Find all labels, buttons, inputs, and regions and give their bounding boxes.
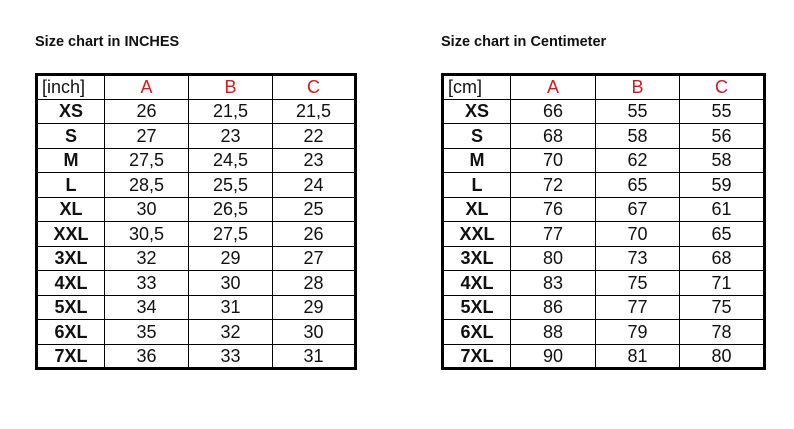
measurement-cell: 29 [189, 246, 273, 271]
measurement-cell: 24,5 [189, 148, 273, 173]
size-label-cell: 5XL [37, 295, 105, 320]
measurement-cell: 73 [596, 246, 680, 271]
measurement-cell: 23 [189, 124, 273, 149]
measurement-cell: 58 [680, 148, 765, 173]
measurement-cell: 55 [596, 99, 680, 124]
inches-column-c-header: C [273, 75, 356, 100]
size-row [37, 320, 356, 345]
centimeter-header-row [443, 75, 765, 100]
measurement-cell: 72 [511, 173, 596, 198]
centimeter-column-b-header: B [596, 75, 680, 100]
size-row [443, 173, 765, 198]
measurement-cell: 55 [680, 99, 765, 124]
measurement-cell: 24 [273, 173, 356, 198]
size-row [443, 246, 765, 271]
inches-unit-header: [inch] [37, 75, 105, 100]
size-row [37, 246, 356, 271]
measurement-cell: 27,5 [105, 148, 189, 173]
inches-column-a-header: A [105, 75, 189, 100]
measurement-cell: 26,5 [189, 197, 273, 222]
size-row [443, 271, 765, 296]
measurement-cell: 80 [511, 246, 596, 271]
measurement-cell: 78 [680, 320, 765, 345]
size-label-cell: S [37, 124, 105, 149]
centimeter-size-chart [441, 33, 766, 370]
size-label-cell: L [37, 173, 105, 198]
measurement-cell: 22 [273, 124, 356, 149]
measurement-cell: 90 [511, 344, 596, 369]
measurement-cell: 77 [511, 222, 596, 247]
measurement-cell: 66 [511, 99, 596, 124]
measurement-cell: 59 [680, 173, 765, 198]
size-label-cell: 4XL [37, 271, 105, 296]
centimeter-size-table [441, 73, 766, 370]
size-row [443, 320, 765, 345]
centimeter-unit-header: [cm] [443, 75, 511, 100]
centimeter-table-body [443, 99, 765, 369]
measurement-cell: 56 [680, 124, 765, 149]
size-label-cell: L [443, 173, 511, 198]
measurement-cell: 30 [273, 320, 356, 345]
size-label-cell: M [37, 148, 105, 173]
measurement-cell: 21,5 [273, 99, 356, 124]
size-row [37, 344, 356, 369]
inches-header-row [37, 75, 356, 100]
centimeter-chart-title: Size chart in Centimeter [441, 34, 607, 50]
measurement-cell: 77 [596, 295, 680, 320]
size-row [37, 148, 356, 173]
measurement-cell: 21,5 [189, 99, 273, 124]
size-row [443, 222, 765, 247]
size-label-cell: XS [443, 99, 511, 124]
measurement-cell: 68 [680, 246, 765, 271]
size-row [443, 99, 765, 124]
size-label-cell: 3XL [443, 246, 511, 271]
measurement-cell: 26 [273, 222, 356, 247]
measurement-cell: 65 [680, 222, 765, 247]
size-label-cell: XS [37, 99, 105, 124]
measurement-cell: 25 [273, 197, 356, 222]
measurement-cell: 86 [511, 295, 596, 320]
centimeter-column-c-header: C [680, 75, 765, 100]
size-row [37, 271, 356, 296]
size-label-cell: S [443, 124, 511, 149]
measurement-cell: 27 [105, 124, 189, 149]
measurement-cell: 83 [511, 271, 596, 296]
measurement-cell: 58 [596, 124, 680, 149]
size-row [443, 197, 765, 222]
size-row [37, 197, 356, 222]
measurement-cell: 79 [596, 320, 680, 345]
size-label-cell: 6XL [37, 320, 105, 345]
measurement-cell: 33 [105, 271, 189, 296]
measurement-cell: 80 [680, 344, 765, 369]
measurement-cell: 30 [189, 271, 273, 296]
size-label-cell: 7XL [37, 344, 105, 369]
size-label-cell: XXL [37, 222, 105, 247]
measurement-cell: 76 [511, 197, 596, 222]
measurement-cell: 35 [105, 320, 189, 345]
measurement-cell: 32 [105, 246, 189, 271]
measurement-cell: 33 [189, 344, 273, 369]
size-row [443, 295, 765, 320]
size-label-cell: XXL [443, 222, 511, 247]
size-row [37, 222, 356, 247]
size-row [443, 148, 765, 173]
measurement-cell: 25,5 [189, 173, 273, 198]
inches-size-table [35, 73, 357, 370]
inches-table-body [37, 99, 356, 369]
size-label-cell: XL [37, 197, 105, 222]
measurement-cell: 70 [511, 148, 596, 173]
size-label-cell: M [443, 148, 511, 173]
measurement-cell: 67 [596, 197, 680, 222]
measurement-cell: 71 [680, 271, 765, 296]
measurement-cell: 75 [680, 295, 765, 320]
size-label-cell: 4XL [443, 271, 511, 296]
size-row [37, 173, 356, 198]
measurement-cell: 31 [189, 295, 273, 320]
measurement-cell: 27,5 [189, 222, 273, 247]
inches-column-b-header: B [189, 75, 273, 100]
measurement-cell: 31 [273, 344, 356, 369]
measurement-cell: 28,5 [105, 173, 189, 198]
measurement-cell: 26 [105, 99, 189, 124]
measurement-cell: 29 [273, 295, 356, 320]
inches-size-chart [35, 33, 357, 370]
measurement-cell: 75 [596, 271, 680, 296]
size-label-cell: 7XL [443, 344, 511, 369]
measurement-cell: 27 [273, 246, 356, 271]
centimeter-column-a-header: A [511, 75, 596, 100]
size-row [37, 99, 356, 124]
size-row [37, 124, 356, 149]
measurement-cell: 36 [105, 344, 189, 369]
measurement-cell: 30,5 [105, 222, 189, 247]
measurement-cell: 61 [680, 197, 765, 222]
size-label-cell: 3XL [37, 246, 105, 271]
size-label-cell: 5XL [443, 295, 511, 320]
measurement-cell: 88 [511, 320, 596, 345]
measurement-cell: 23 [273, 148, 356, 173]
size-label-cell: XL [443, 197, 511, 222]
size-row [443, 344, 765, 369]
measurement-cell: 30 [105, 197, 189, 222]
size-row [37, 295, 356, 320]
measurement-cell: 70 [596, 222, 680, 247]
measurement-cell: 28 [273, 271, 356, 296]
measurement-cell: 34 [105, 295, 189, 320]
measurement-cell: 32 [189, 320, 273, 345]
measurement-cell: 68 [511, 124, 596, 149]
size-label-cell: 6XL [443, 320, 511, 345]
measurement-cell: 62 [596, 148, 680, 173]
inches-chart-title: Size chart in INCHES [35, 34, 180, 50]
measurement-cell: 81 [596, 344, 680, 369]
measurement-cell: 65 [596, 173, 680, 198]
size-row [443, 124, 765, 149]
